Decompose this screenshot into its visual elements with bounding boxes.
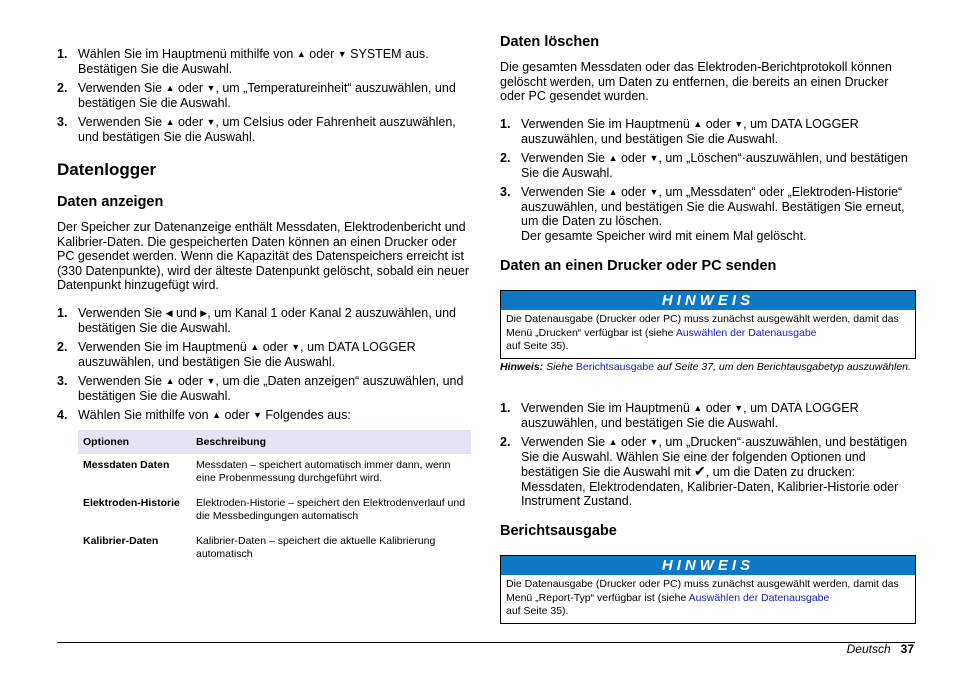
list-item: 4. Wählen Sie mithilfe von ▲ oder ▼ Folgendes aus: [57, 408, 351, 422]
arrow-down-icon: ▼ [337, 49, 347, 59]
arrow-down-icon: ▼ [734, 119, 744, 129]
note-box-print [500, 290, 916, 359]
intro-paragraph: Der Speicher zur Datenanzeige enthält Messdaten, Elektrodenbericht und Kalibrier-Daten. Die gespeicherten Daten können an einen Drucker oder PC gesendet werden. Wenn die Kapazität des Datenspeichers erreicht ist (330 Datenpunkte), wird der älteste Datenpunkt gelöscht, sobald ein neuer Datenpunkt hinzugefügt wird. [57, 220, 470, 292]
arrow-up-icon: ▲ [212, 410, 222, 420]
page-number: 37 [900, 642, 914, 656]
arrow-down-icon: ▼ [252, 410, 262, 420]
arrow-up-icon: ▲ [165, 376, 175, 386]
column-header: Optionen [78, 430, 191, 454]
arrow-down-icon: ▼ [649, 187, 659, 197]
list-item: 2. Verwenden Sie ▲ oder ▼, um „Drucken“·auszuwählen, und bestätigen Sie die Auswahl. Wählen Sie eine der folgenden Optionen und bestätigen Sie die Auswahl mit ✔, um die Daten zu drucken: Messdaten, Elektrodendaten, Kalibrier-Daten, Kalibrier-Historie oder Instrument Zustand. [500, 435, 908, 508]
options-table [78, 430, 471, 568]
arrow-up-icon: ▲ [165, 83, 175, 93]
table-row: Messdaten Daten Messdaten – speichert automatisch immer dann, wenn eine Probenmessung durchgeführt wird. [83, 459, 451, 484]
arrow-down-icon: ▼ [206, 117, 216, 127]
arrow-right-icon: ▶ [200, 308, 208, 318]
arrow-down-icon: ▼ [206, 376, 216, 386]
list-item: 2. Verwenden Sie im Hauptmenü ▲ oder ▼, um DATA LOGGER auszuwählen, und bestätigen Sie die Auswahl. [57, 340, 416, 369]
footer-divider [57, 642, 915, 643]
table-header-row [78, 430, 471, 454]
arrow-up-icon: ▲ [608, 153, 618, 163]
arrow-down-icon: ▼ [206, 83, 216, 93]
checkmark-icon: ✔ [694, 463, 706, 479]
heading-daten-senden: Daten an einen Drucker oder PC senden [500, 258, 777, 274]
arrow-down-icon: ▼ [291, 342, 301, 352]
column-header: Beschreibung [191, 430, 471, 454]
list-item: 1. Verwenden Sie im Hauptmenü ▲ oder ▼, um DATA LOGGER auszuwählen, und bestätigen Sie die Auswahl. [500, 117, 859, 146]
list-item: 2. Verwenden Sie ▲ oder ▼, um „Löschen“·auszuwählen, und bestätigen Sie die Auswahl. [500, 151, 908, 180]
arrow-up-icon: ▲ [250, 342, 260, 352]
arrow-up-icon: ▲ [296, 49, 306, 59]
heading-daten-loeschen: Daten löschen [500, 34, 600, 50]
link-datenausgabe[interactable]: Auswählen der Datenausgabe [675, 326, 817, 339]
arrow-left-icon: ◀ [165, 308, 173, 318]
arrow-up-icon: ▲ [693, 403, 703, 413]
hint-text: Hinweis: Siehe Berichtsausgabe auf Seite 37, um den Berichtausgabetyp auszuwählen. [500, 361, 911, 373]
table-row: Elektroden-Historie Elektroden-Historie – speichert den Elektrodenverlauf und die Messbedingungen automatisch [83, 497, 466, 522]
link-berichtsausgabe[interactable]: Berichtsausgabe [575, 361, 655, 373]
note-body: Die Datenausgabe (Drucker oder PC) muss zunächst ausgewählt werden, damit das Menü „Drucken“ verfügbar ist (siehe Auswählen der Datenausgabe auf Seite 35). [506, 313, 899, 352]
view-steps [57, 306, 472, 423]
link-datenausgabe[interactable]: Auswählen der Datenausgabe [688, 591, 830, 604]
note-header: HINWEIS [501, 291, 915, 310]
arrow-up-icon: ▲ [608, 187, 618, 197]
note-box-report [500, 555, 916, 624]
footer-language: Deutsch [846, 642, 891, 656]
arrow-up-icon: ▲ [165, 117, 175, 127]
heading-berichtsausgabe: Berichtsausgabe [500, 523, 617, 539]
list-item: 3. Verwenden Sie ▲ oder ▼, um „Messdaten“ oder „Elektroden-Historie“ auszuwählen, und bestätigen Sie die Auswahl. Bestätigen Sie erneut, um die Daten zu löschen. Der gesamte Speicher wird mit einem Mal gelöscht. [500, 185, 905, 243]
heading-daten-anzeigen: Daten anzeigen [57, 194, 164, 210]
list-item: 3. Verwenden Sie ▲ oder ▼, um die „Daten anzeigen“ auszuwählen, und bestätigen Sie die Auswahl. [57, 374, 464, 403]
delete-steps [500, 117, 915, 243]
send-steps [500, 401, 915, 509]
note-body: Die Datenausgabe (Drucker oder PC) muss zunächst ausgewählt werden, damit das Menü „Report-Typ“ verfügbar ist (siehe Auswählen der Datenausgabe auf Seite 35). [506, 578, 899, 617]
system-steps [57, 47, 472, 144]
section-title-datenlogger: Datenlogger [57, 160, 157, 179]
table-row: Kalibrier-Daten Kalibrier-Daten – speichert die aktuelle Kalibrierung automatisch [83, 535, 436, 560]
list-item: 1. Verwenden Sie im Hauptmenü ▲ oder ▼, um DATA LOGGER auszuwählen, und bestätigen Sie die Auswahl. [500, 401, 859, 430]
arrow-up-icon: ▲ [693, 119, 703, 129]
list-item: 3. Verwenden Sie ▲ oder ▼, um Celsius oder Fahrenheit auszuwählen, und bestätigen Sie die Auswahl. [57, 115, 456, 144]
list-item: 1. Wählen Sie im Hauptmenü mithilfe von ▲ oder ▼ SYSTEM aus. Bestätigen Sie die Auswahl. [57, 47, 429, 76]
arrow-down-icon: ▼ [734, 403, 744, 413]
page-footer [847, 642, 914, 656]
delete-intro: Die gesamten Messdaten oder das Elektroden-Berichtprotokoll können gelöscht werden, um Daten zu entfernen, die bereits an einen Drucker oder PC gesendet wurden. [500, 60, 892, 103]
list-item: 2. Verwenden Sie ▲ oder ▼, um „Temperatureinheit“ auszuwählen, und bestätigen Sie die Auswahl. [57, 81, 456, 110]
list-item: 1. Verwenden Sie ◀ und ▶, um Kanal 1 oder Kanal 2 auszuwählen, und bestätigen Sie die Auswahl. [57, 306, 456, 335]
note-header: HINWEIS [501, 556, 915, 575]
arrow-down-icon: ▼ [649, 153, 659, 163]
arrow-up-icon: ▲ [608, 437, 618, 447]
arrow-down-icon: ▼ [649, 437, 659, 447]
